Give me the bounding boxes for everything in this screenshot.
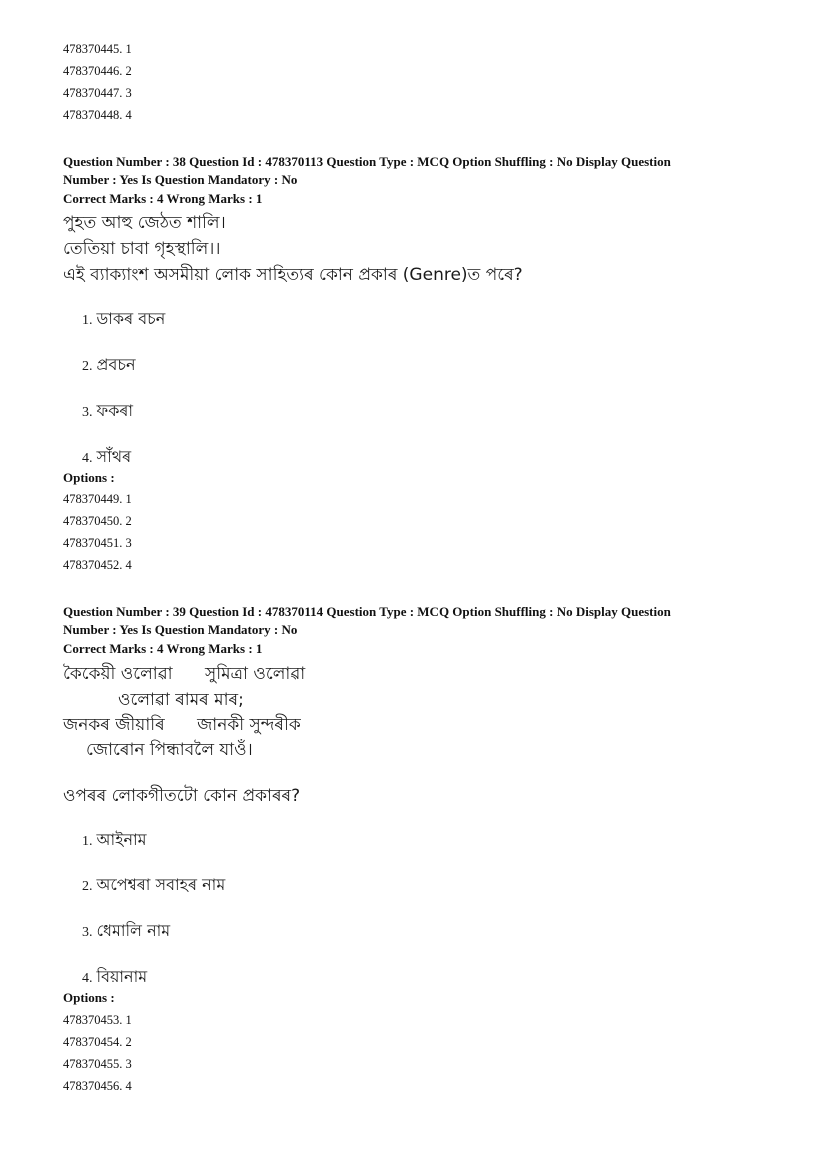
option-id: 478370453. 1 bbox=[63, 1013, 132, 1027]
q39-choice-4 bbox=[82, 966, 147, 990]
option-id: 478370450. 2 bbox=[63, 514, 132, 528]
option-id: 478370448. 4 bbox=[63, 108, 132, 122]
q39-marks: Correct Marks : 4 Wrong Marks : 1 bbox=[63, 641, 263, 656]
choice-number: 1. bbox=[82, 313, 93, 328]
choice-number: 3. bbox=[82, 925, 93, 940]
q39-text-line: জোৰোন পিন্ধাবলৈ যাওঁ। bbox=[86, 740, 253, 760]
option-id: 478370454. 2 bbox=[63, 1035, 132, 1049]
option-id: 478370451. 3 bbox=[63, 536, 132, 550]
q39-text-line: ওপৰৰ লোকগীতটো কোন প্ৰকাৰৰ? bbox=[63, 786, 301, 806]
q39-choice-3 bbox=[82, 920, 170, 944]
q39-text-line: ওলোৱা ৰামৰ মাৰ; bbox=[118, 690, 244, 710]
q38-text-line: তেতিয়া চাবা গৃহস্থালি।। bbox=[63, 239, 221, 259]
q38-choice-3 bbox=[82, 400, 133, 424]
q39-choice-1 bbox=[82, 829, 147, 853]
q38-options-label: Options : bbox=[63, 470, 115, 485]
q39-header-line1: Question Number : 39 Question Id : 478370114 Question Type : MCQ Option Shuffling : No Display Question bbox=[63, 604, 671, 619]
choice-number: 1. bbox=[82, 834, 93, 849]
choice-text: প্ৰবচন bbox=[96, 355, 136, 374]
q38-marks: Correct Marks : 4 Wrong Marks : 1 bbox=[63, 191, 263, 206]
q38-header-line1: Question Number : 38 Question Id : 478370113 Question Type : MCQ Option Shuffling : No Display Question bbox=[63, 154, 671, 169]
choice-number: 2. bbox=[82, 359, 93, 374]
q38-choice-2 bbox=[82, 354, 136, 378]
option-id: 478370445. 1 bbox=[63, 42, 132, 56]
choice-text: আইনাম bbox=[96, 830, 147, 849]
choice-text: ডাকৰ বচন bbox=[96, 309, 166, 328]
q38-header-line2: Number : Yes Is Question Mandatory : No bbox=[63, 172, 298, 187]
choice-number: 3. bbox=[82, 405, 93, 420]
q39-options-label: Options : bbox=[63, 990, 115, 1005]
option-id: 478370447. 3 bbox=[63, 86, 132, 100]
choice-text: ফকৰা bbox=[96, 401, 134, 420]
choice-number: 4. bbox=[82, 971, 93, 986]
choice-text: ধেমালি নাম bbox=[96, 921, 171, 940]
q39-text-line: জনকৰ জীয়াৰি জানকী সুন্দৰীক bbox=[63, 715, 301, 735]
choice-text: সাঁথৰ bbox=[96, 447, 132, 466]
option-id: 478370446. 2 bbox=[63, 64, 132, 78]
q38-text-line: এই ব্যাক্যাংশ অসমীয়া লোক সাহিত্যৰ কোন প্ৰকাৰ (Genre)ত পৰে? bbox=[63, 265, 523, 285]
q38-text-line: পুহত আহু জেঠত শালি। bbox=[63, 213, 226, 233]
choice-number: 2. bbox=[82, 879, 93, 894]
q39-text-line: কৈকেয়ী ওলোৱা সুমিত্ৰা ওলোৱা bbox=[63, 664, 306, 684]
choice-text: অপেশ্বৰা সবাহৰ নাম bbox=[96, 875, 226, 894]
choice-text: বিয়ানাম bbox=[96, 967, 148, 986]
q39-header-line2: Number : Yes Is Question Mandatory : No bbox=[63, 622, 298, 637]
option-id: 478370452. 4 bbox=[63, 558, 132, 572]
option-id: 478370455. 3 bbox=[63, 1057, 132, 1071]
q38-choice-4 bbox=[82, 446, 131, 470]
option-id: 478370449. 1 bbox=[63, 492, 132, 506]
choice-number: 4. bbox=[82, 451, 93, 466]
option-id: 478370456. 4 bbox=[63, 1079, 132, 1093]
q39-choice-2 bbox=[82, 874, 225, 898]
q38-choice-1 bbox=[82, 308, 165, 332]
